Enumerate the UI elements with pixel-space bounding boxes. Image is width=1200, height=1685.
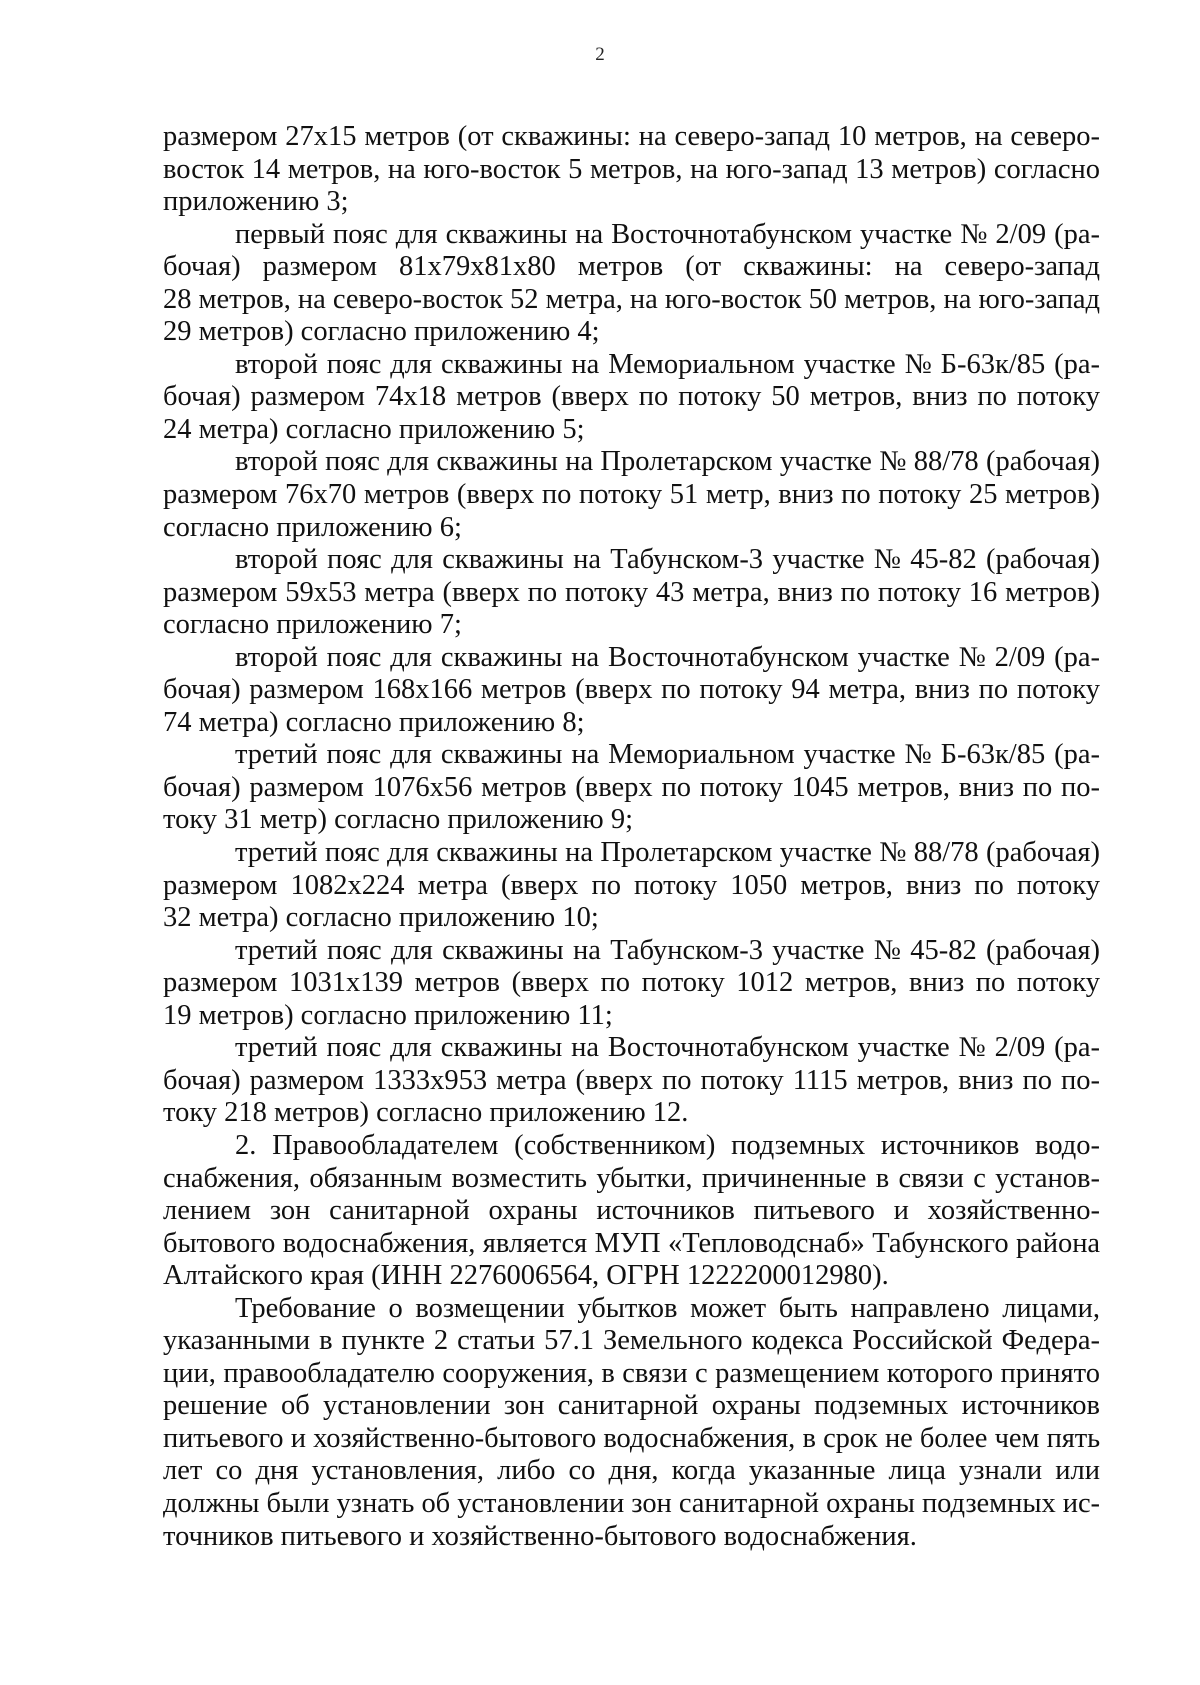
text-line: второй пояс для скважины на Пролетарском участке № 88/78 (рабочая) xyxy=(235,446,1100,478)
text-line: 2. Правообладателем (собственником) подземных источников водо- xyxy=(235,1129,1100,1161)
text-line: указанными в пункте 2 статьи 57.1 Земельного кодекса Российской Федера- xyxy=(163,1325,1100,1357)
text-line: точников питьевого и хозяйственно-бытового водоснабжения. xyxy=(163,1520,917,1552)
text-line: размером 1031х139 метров (вверх по потоку 1012 метров, вниз по потоку xyxy=(163,967,1100,999)
text-line: размером 27х15 метров (от скважины: на северо-запад 10 метров, на северо- xyxy=(163,121,1100,152)
text-line: второй пояс для скважины на Мемориальном участке № Б-63к/85 (ра- xyxy=(235,348,1100,380)
text-line: питьевого и хозяйственно-бытового водоснабжения, в срок не более чем пять xyxy=(163,1422,1100,1454)
paragraph xyxy=(163,446,1100,544)
text-line: первый пояс для скважины на Восточнотабунском участке № 2/09 (ра- xyxy=(235,218,1100,250)
paragraph xyxy=(163,349,1100,447)
text-line: снабжения, обязанным возместить убытки, причиненные в связи с установ- xyxy=(163,1162,1100,1194)
text-line: третий пояс для скважины на Пролетарском участке № 88/78 (рабочая) xyxy=(235,837,1100,869)
paragraph xyxy=(163,1293,1100,1553)
text-line: бытового водоснабжения, является МУП «Тепловодснаб» Табунского района xyxy=(163,1227,1100,1259)
text-line: току 31 метр) согласно приложению 9; xyxy=(163,804,633,836)
paragraph xyxy=(163,837,1100,935)
text-line: согласно приложению 7; xyxy=(163,609,462,641)
text-line: восток 14 метров, на юго-восток 5 метров, на юго-запад 13 метров) согласно xyxy=(163,153,1100,185)
paragraph xyxy=(163,1130,1100,1293)
document-body xyxy=(163,121,1100,1553)
text-line: току 218 метров) согласно приложению 12. xyxy=(163,1097,689,1129)
text-line: бочая) размером 74х18 метров (вверх по потоку 50 метров, вниз по потоку xyxy=(163,381,1100,413)
text-line: третий пояс для скважины на Мемориальном участке № Б-63к/85 (ра- xyxy=(235,739,1100,771)
text-line: размером 1082х224 метра (вверх по потоку 1050 метров, вниз по потоку xyxy=(163,869,1100,901)
text-line: 19 метров) согласно приложению 11; xyxy=(163,999,613,1031)
text-line: 29 метров) согласно приложению 4; xyxy=(163,316,600,348)
paragraph xyxy=(163,121,1100,219)
text-line: второй пояс для скважины на Табунском-3 участке № 45-82 (рабочая) xyxy=(235,544,1100,576)
text-line: третий пояс для скважины на Восточнотабунском участке № 2/09 (ра- xyxy=(235,1032,1100,1064)
text-line: должны были узнать об установлении зон санитарной охраны подземных ис- xyxy=(163,1487,1100,1519)
text-line: второй пояс для скважины на Восточнотабунском участке № 2/09 (ра- xyxy=(235,641,1100,673)
paragraph xyxy=(163,219,1100,349)
text-line: бочая) размером 1333х953 метра (вверх по потоку 1115 метров, вниз по по- xyxy=(163,1064,1100,1096)
text-line: 32 метра) согласно приложению 10; xyxy=(163,902,599,934)
text-line: 28 метров, на северо-восток 52 метра, на юго-восток 50 метров, на юго-запад xyxy=(163,283,1100,315)
paragraph xyxy=(163,544,1100,642)
paragraph xyxy=(163,1032,1100,1130)
text-line: размером 76х70 метров (вверх по потоку 51 метр, вниз по потоку 25 метров) xyxy=(163,479,1100,511)
text-line: бочая) размером 1076х56 метров (вверх по потоку 1045 метров, вниз по по- xyxy=(163,771,1100,803)
text-line: решение об установлении зон санитарной охраны подземных источников xyxy=(163,1390,1100,1422)
text-line: ции, правообладателю сооружения, в связи с размещением которого принято xyxy=(163,1357,1100,1389)
text-line: 24 метра) согласно приложению 5; xyxy=(163,413,585,445)
text-line: согласно приложению 6; xyxy=(163,511,462,543)
paragraph xyxy=(163,739,1100,837)
paragraph xyxy=(163,642,1100,740)
text-line: Алтайского края (ИНН 2276006564, ОГРН 1222200012980). xyxy=(163,1260,889,1292)
text-line: лет со дня установления, либо со дня, когда указанные лица узнали или xyxy=(163,1455,1100,1487)
text-line: бочая) размером 81х79х81х80 метров (от скважины: на северо-запад xyxy=(163,251,1100,283)
paragraph xyxy=(163,935,1100,1033)
text-line: 74 метра) согласно приложению 8; xyxy=(163,706,585,738)
text-line: приложению 3; xyxy=(163,186,349,218)
text-line: бочая) размером 168х166 метров (вверх по потоку 94 метра, вниз по потоку xyxy=(163,674,1100,706)
text-line: размером 59х53 метра (вверх по потоку 43 метра, вниз по потоку 16 метров) xyxy=(163,576,1100,608)
text-line: третий пояс для скважины на Табунском-3 участке № 45-82 (рабочая) xyxy=(235,934,1100,966)
text-line: лением зон санитарной охраны источников питьевого и хозяйственно- xyxy=(163,1195,1100,1227)
text-line: Требование о возмещении убытков может быть направлено лицами, xyxy=(235,1292,1100,1324)
page-number: 2 xyxy=(595,44,605,65)
